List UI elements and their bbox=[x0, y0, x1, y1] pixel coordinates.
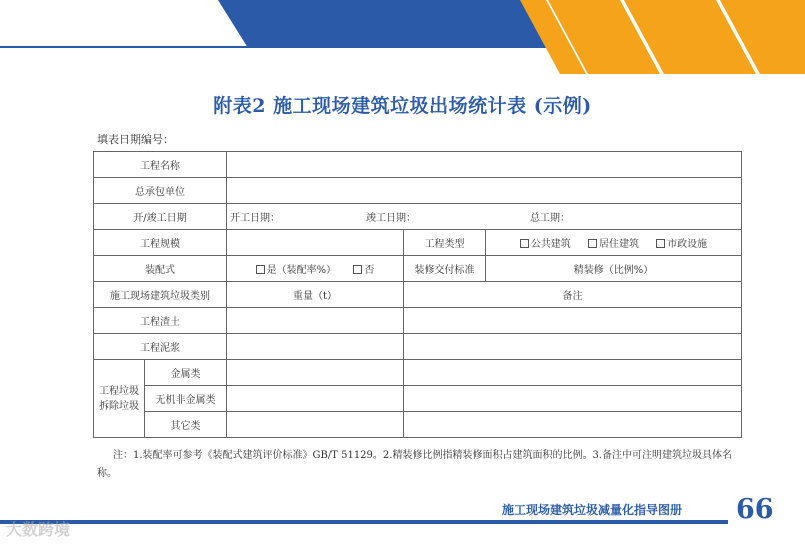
option-public-building-label: 公共建筑 bbox=[530, 239, 571, 250]
checkbox-icon[interactable] bbox=[656, 239, 665, 248]
option-residential-building-label: 居住建筑 bbox=[599, 239, 639, 250]
decoration-standard-label: 装修交付标准 bbox=[404, 256, 486, 282]
row-scale bbox=[94, 230, 742, 256]
metal-weight[interactable] bbox=[227, 360, 404, 386]
scale-value[interactable] bbox=[227, 230, 404, 256]
option-public-building[interactable] bbox=[520, 235, 571, 250]
checkbox-icon[interactable] bbox=[520, 239, 529, 248]
mud-label: 工程泥浆 bbox=[94, 334, 227, 360]
inorganic-nonmetal-weight[interactable] bbox=[227, 386, 404, 412]
option-residential-building[interactable] bbox=[588, 235, 639, 250]
inorganic-nonmetal-label: 无机非金属类 bbox=[145, 386, 227, 412]
dates-label: 开/竣工日期 bbox=[94, 204, 227, 230]
project-type-options bbox=[486, 230, 742, 256]
remark-header: 备注 bbox=[404, 282, 742, 308]
header-rule bbox=[0, 46, 512, 48]
project-type-label: 工程类型 bbox=[404, 230, 486, 256]
option-municipal-facility-label: 市政设施 bbox=[667, 239, 708, 250]
row-general-contractor bbox=[94, 178, 742, 204]
decoration-standard-value[interactable]: 精装修（比例%） bbox=[486, 256, 742, 282]
project-name-label: 工程名称 bbox=[94, 152, 227, 178]
row-engineering-mud bbox=[94, 334, 742, 360]
option-prefab-yes-label: 是（装配率%） bbox=[266, 265, 337, 276]
checkbox-icon[interactable] bbox=[256, 265, 265, 274]
muck-weight[interactable] bbox=[227, 308, 404, 334]
form-number-label: 填表日期编号： bbox=[97, 133, 174, 146]
watermark: 大数跨境 bbox=[6, 520, 71, 539]
muck-remark[interactable] bbox=[404, 308, 742, 334]
mud-remark[interactable] bbox=[404, 334, 742, 360]
contractor-label: 总承包单位 bbox=[94, 178, 227, 204]
row-inorganic-nonmetal bbox=[94, 386, 742, 412]
table-note: 注：1.装配率可参考《装配式建筑评价标准》GB/T 51129。2.精装修比例指精装修面积占建筑面积的比例。3.备注中可注明建筑垃圾具体名称。 bbox=[97, 450, 732, 479]
other-weight[interactable] bbox=[227, 412, 404, 438]
weight-header: 重量（t） bbox=[227, 282, 404, 308]
checkbox-icon[interactable] bbox=[588, 239, 597, 248]
row-dates bbox=[94, 204, 742, 230]
statistics-table bbox=[93, 151, 742, 438]
page-number: 66 bbox=[736, 494, 774, 525]
end-date-label: 竣工日期： bbox=[366, 213, 416, 224]
project-name-value[interactable] bbox=[227, 152, 742, 178]
book-title: 施工现场建筑垃圾减量化指导图册 bbox=[502, 503, 683, 517]
option-prefab-yes[interactable] bbox=[256, 261, 337, 276]
metal-label: 金属类 bbox=[145, 360, 227, 386]
prefab-options bbox=[227, 256, 404, 282]
option-municipal-facility[interactable] bbox=[656, 235, 707, 250]
muck-label: 工程渣土 bbox=[94, 308, 227, 334]
prefab-label: 装配式 bbox=[94, 256, 227, 282]
page-title: 附表2 施工现场建筑垃圾出场统计表 (示例) bbox=[213, 95, 592, 117]
option-prefab-no[interactable] bbox=[353, 261, 374, 276]
option-prefab-no-label: 否 bbox=[364, 265, 375, 276]
mud-weight[interactable] bbox=[227, 334, 404, 360]
category-header: 施工现场建筑垃圾类别 bbox=[94, 282, 227, 308]
start-date-label: 开工日期： bbox=[230, 213, 280, 224]
row-table-header bbox=[94, 282, 742, 308]
other-remark[interactable] bbox=[404, 412, 742, 438]
header-decoration bbox=[0, 0, 805, 80]
scale-label: 工程规模 bbox=[94, 230, 227, 256]
inorganic-nonmetal-remark[interactable] bbox=[404, 386, 742, 412]
row-project-name bbox=[94, 152, 742, 178]
contractor-value[interactable] bbox=[227, 178, 742, 204]
row-metal bbox=[94, 360, 742, 386]
checkbox-icon[interactable] bbox=[353, 265, 362, 274]
blue-banner-stripe bbox=[218, 0, 560, 48]
row-prefab bbox=[94, 256, 742, 282]
row-engineering-muck bbox=[94, 308, 742, 334]
row-other bbox=[94, 412, 742, 438]
other-label: 其它类 bbox=[145, 412, 227, 438]
demolition-group-label: 工程垃圾 拆除垃圾 bbox=[94, 360, 145, 438]
footer-bar bbox=[0, 520, 728, 524]
metal-remark[interactable] bbox=[404, 360, 742, 386]
dates-value[interactable] bbox=[227, 204, 742, 230]
total-duration-label: 总工期： bbox=[530, 213, 570, 224]
